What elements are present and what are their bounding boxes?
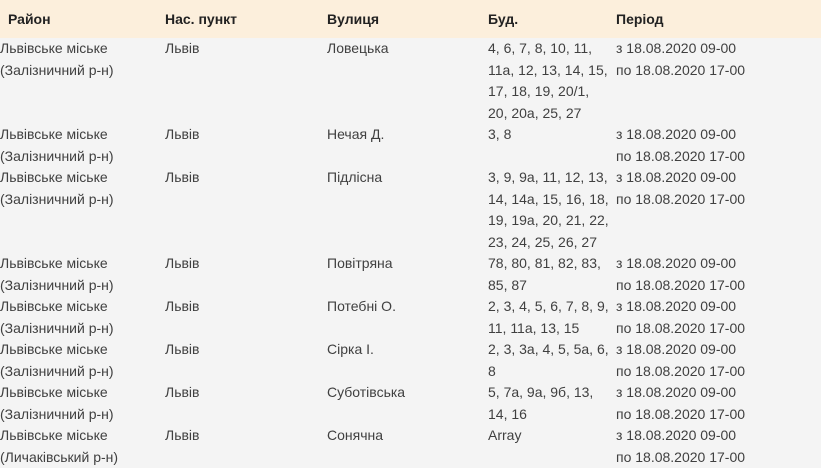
period-to: по 18.08.2020 17-00 <box>616 275 816 297</box>
settlement-cell: Львів <box>165 425 327 468</box>
street-cell: Потебні О. <box>327 296 488 339</box>
district-cell: Львівське міське (Залізничний р-н) <box>0 167 165 253</box>
district-cell: Львівське міське (Залізничний р-н) <box>0 253 165 296</box>
buildings-cell: 2, 3, 3а, 4, 5, 5а, 6, 8 <box>488 339 616 382</box>
table-row <box>0 253 821 296</box>
buildings-cell: 5, 7а, 9а, 9б, 13, 14, 16 <box>488 382 616 425</box>
buildings-cell: 3, 8 <box>488 124 616 167</box>
settlement-cell: Львів <box>165 253 327 296</box>
buildings-cell: Array <box>488 425 616 468</box>
period-to: по 18.08.2020 17-00 <box>616 318 816 340</box>
period-to: по 18.08.2020 17-00 <box>616 146 816 168</box>
district-cell: Львівське міське (Залізничний р-н) <box>0 296 165 339</box>
street-cell: Сірка І. <box>327 339 488 382</box>
buildings-cell: 78, 80, 81, 82, 83, 85, 87 <box>488 253 616 296</box>
period-to: по 18.08.2020 17-00 <box>616 189 816 211</box>
district-cell: Львівське міське (Залізничний р-н) <box>0 339 165 382</box>
period-to: по 18.08.2020 17-00 <box>616 447 816 468</box>
period-cell <box>616 296 821 339</box>
table-row <box>0 38 821 124</box>
period-cell <box>616 339 821 382</box>
settlement-cell: Львів <box>165 124 327 167</box>
period-cell <box>616 425 821 468</box>
settlement-cell: Львів <box>165 339 327 382</box>
buildings-cell: 3, 9, 9а, 11, 12, 13, 14, 14а, 15, 16, 18, 19, 19а, 20, 21, 22, 23, 24, 25, 26, 27 <box>488 167 616 253</box>
column-header-street: Вулиця <box>327 0 488 38</box>
period-from: з 18.08.2020 09-00 <box>616 38 816 60</box>
column-header-period: Період <box>616 0 821 38</box>
period-from: з 18.08.2020 09-00 <box>616 339 816 361</box>
buildings-cell: 4, 6, 7, 8, 10, 11, 11а, 12, 13, 14, 15, 17, 18, 19, 20/1, 20, 20а, 25, 27 <box>488 38 616 124</box>
street-cell: Сонячна <box>327 425 488 468</box>
table-row <box>0 382 821 425</box>
settlement-cell: Львів <box>165 167 327 253</box>
settlement-cell: Львів <box>165 382 327 425</box>
settlement-cell: Львів <box>165 38 327 124</box>
period-from: з 18.08.2020 09-00 <box>616 124 816 146</box>
period-from: з 18.08.2020 09-00 <box>616 167 816 189</box>
street-cell: Повітряна <box>327 253 488 296</box>
street-cell: Ловецька <box>327 38 488 124</box>
period-to: по 18.08.2020 17-00 <box>616 60 816 82</box>
column-header-settlement: Нас. пункт <box>165 0 327 38</box>
table-row <box>0 167 821 253</box>
table-row <box>0 296 821 339</box>
period-cell <box>616 382 821 425</box>
table-row <box>0 124 821 167</box>
table-body <box>0 38 821 468</box>
period-cell <box>616 253 821 296</box>
table-row <box>0 339 821 382</box>
street-cell: Нечая Д. <box>327 124 488 167</box>
period-cell <box>616 38 821 124</box>
period-from: з 18.08.2020 09-00 <box>616 425 816 447</box>
district-cell: Львівське міське (Залізничний р-н) <box>0 38 165 124</box>
district-cell: Львівське міське (Залізничний р-н) <box>0 382 165 425</box>
table-header <box>0 0 821 38</box>
settlement-cell: Львів <box>165 296 327 339</box>
period-cell <box>616 124 821 167</box>
period-to: по 18.08.2020 17-00 <box>616 361 816 383</box>
period-to: по 18.08.2020 17-00 <box>616 404 816 426</box>
period-from: з 18.08.2020 09-00 <box>616 296 816 318</box>
header-row <box>0 0 821 38</box>
buildings-cell: 2, 3, 4, 5, 6, 7, 8, 9, 11, 11а, 13, 15 <box>488 296 616 339</box>
column-header-buildings: Буд. <box>488 0 616 38</box>
street-cell: Суботівська <box>327 382 488 425</box>
column-header-district: Район <box>0 0 165 38</box>
period-cell <box>616 167 821 253</box>
period-from: з 18.08.2020 09-00 <box>616 253 816 275</box>
district-cell: Львівське міське (Залізничний р-н) <box>0 124 165 167</box>
period-from: з 18.08.2020 09-00 <box>616 382 816 404</box>
street-cell: Підлісна <box>327 167 488 253</box>
district-cell: Львівське міське (Личаківський р-н) <box>0 425 165 468</box>
table-row <box>0 425 821 468</box>
